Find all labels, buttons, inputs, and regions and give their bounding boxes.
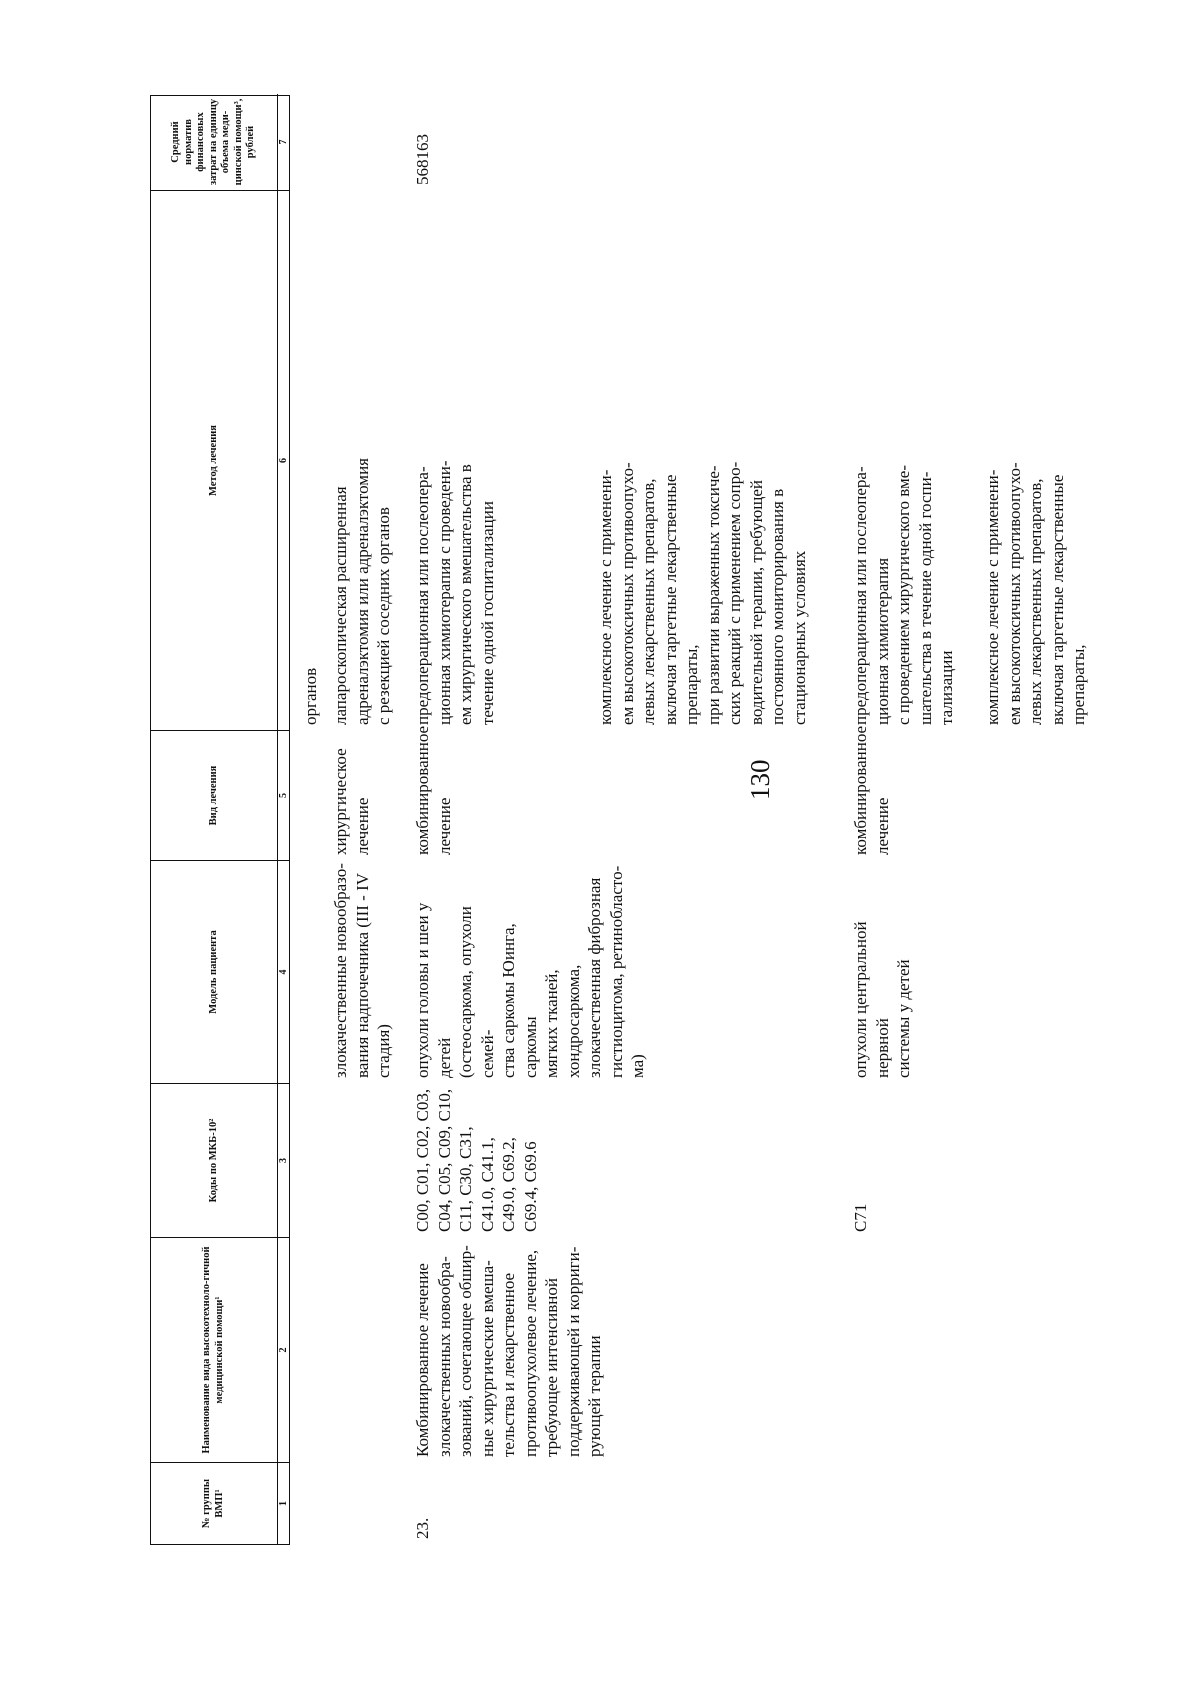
column-number: 1 — [278, 1462, 290, 1544]
care-type-name-cell: Комбинированное лечение злокачественных новообра- зований, сочетающее обшир- ные хирургические вмеша- тельства и лекарственное противоопухолевое лечение, требующее интенсивной поддерживающей и корриги- рующей терапии — [413, 1245, 604, 1457]
column-number: 4 — [278, 860, 290, 1083]
treatment-method-cell: лапароскопическая расширенная адреналэктомия или адреналэктомия с резекцией соседних органов — [331, 458, 393, 725]
treatment-method-cell: предоперационная или послеопера- ционная химиотерапия с проведением хирургического вме- шательства в течение одной госпи- тализации — [851, 465, 956, 725]
icd-codes-cell: C00, C01, C02, C03, C04, C05, C09, C10, C11, C30, C31, C41.0, C41.1, C49.0, C69.2, C69.4, C69.6 — [413, 1088, 540, 1232]
header-group-number: № группы ВМП¹ — [151, 1462, 277, 1544]
patient-model-cell: злокачественные новообразо- вания надпочечника (III - IV стадия) — [331, 863, 393, 1078]
column-number: 5 — [278, 730, 290, 860]
document-table — [150, 95, 1088, 1545]
treatment-method-cell: предоперационная или послеопера- ционная химиотерапия с проведени- ем хирургического вмешательства в течение одной госпитализации — [413, 460, 497, 725]
table-header — [150, 95, 290, 1545]
patient-model-cell: опухоли центральной нервной системы у детей — [851, 921, 913, 1078]
header-treatment-method: Метод лечения — [151, 190, 277, 730]
column-number: 2 — [278, 1237, 290, 1462]
treatment-type-cell: комбинированное лечение — [413, 725, 454, 855]
page-number: 130 — [745, 759, 775, 800]
average-cost-cell: 568163 — [413, 134, 432, 185]
patient-model-cell: опухоли головы и шеи у детей (остеосаркома, опухоли семей- ства саркомы Юинга, саркомы мягких тканей, хондросаркома, злокачественная фиброзная гистиоцитома, ретинобласто- ма) — [413, 865, 647, 1078]
treatment-type-cell: комбинированное лечение — [851, 725, 892, 855]
header-treatment-type: Вид лечения — [151, 730, 277, 860]
header-average-cost: Средний норматив финансовых затрат на единицу объема меди-цинской помощи³, рублей — [169, 98, 257, 186]
treatment-method-cell: комплексное лечение с применени- ем высокотоксичных противоопухо- левых лекарственных препаратов, включая таргетные лекарственные препараты, — [983, 462, 1088, 725]
column-number: 6 — [278, 190, 290, 730]
treatment-method-cell: комплексное лечение с применени- ем высокотоксичных противоопухо- левых лекарственных препаратов, включая таргетные лекарственные препараты, при развитии выраженных токсиче- ских реакций с применением сопро- водительной терапии, требующей постоянного мониторирования в стационарных условиях — [596, 461, 809, 725]
column-number-row — [277, 94, 291, 1544]
header-care-type-name: Наименование вида высокотехноло-гичной медицинской помощи¹ — [151, 1237, 277, 1462]
header-patient-model: Модель пациента — [151, 860, 277, 1083]
column-number: 3 — [278, 1083, 290, 1237]
column-number: 7 — [278, 139, 289, 145]
icd-codes-cell: C71 — [851, 1203, 870, 1232]
header-icd-codes: Коды по МКБ-10² — [151, 1083, 277, 1237]
treatment-type-cell: хирургическое лечение — [331, 748, 372, 855]
continued-text: органов — [301, 667, 320, 725]
group-number-cell: 23. — [413, 1517, 432, 1539]
